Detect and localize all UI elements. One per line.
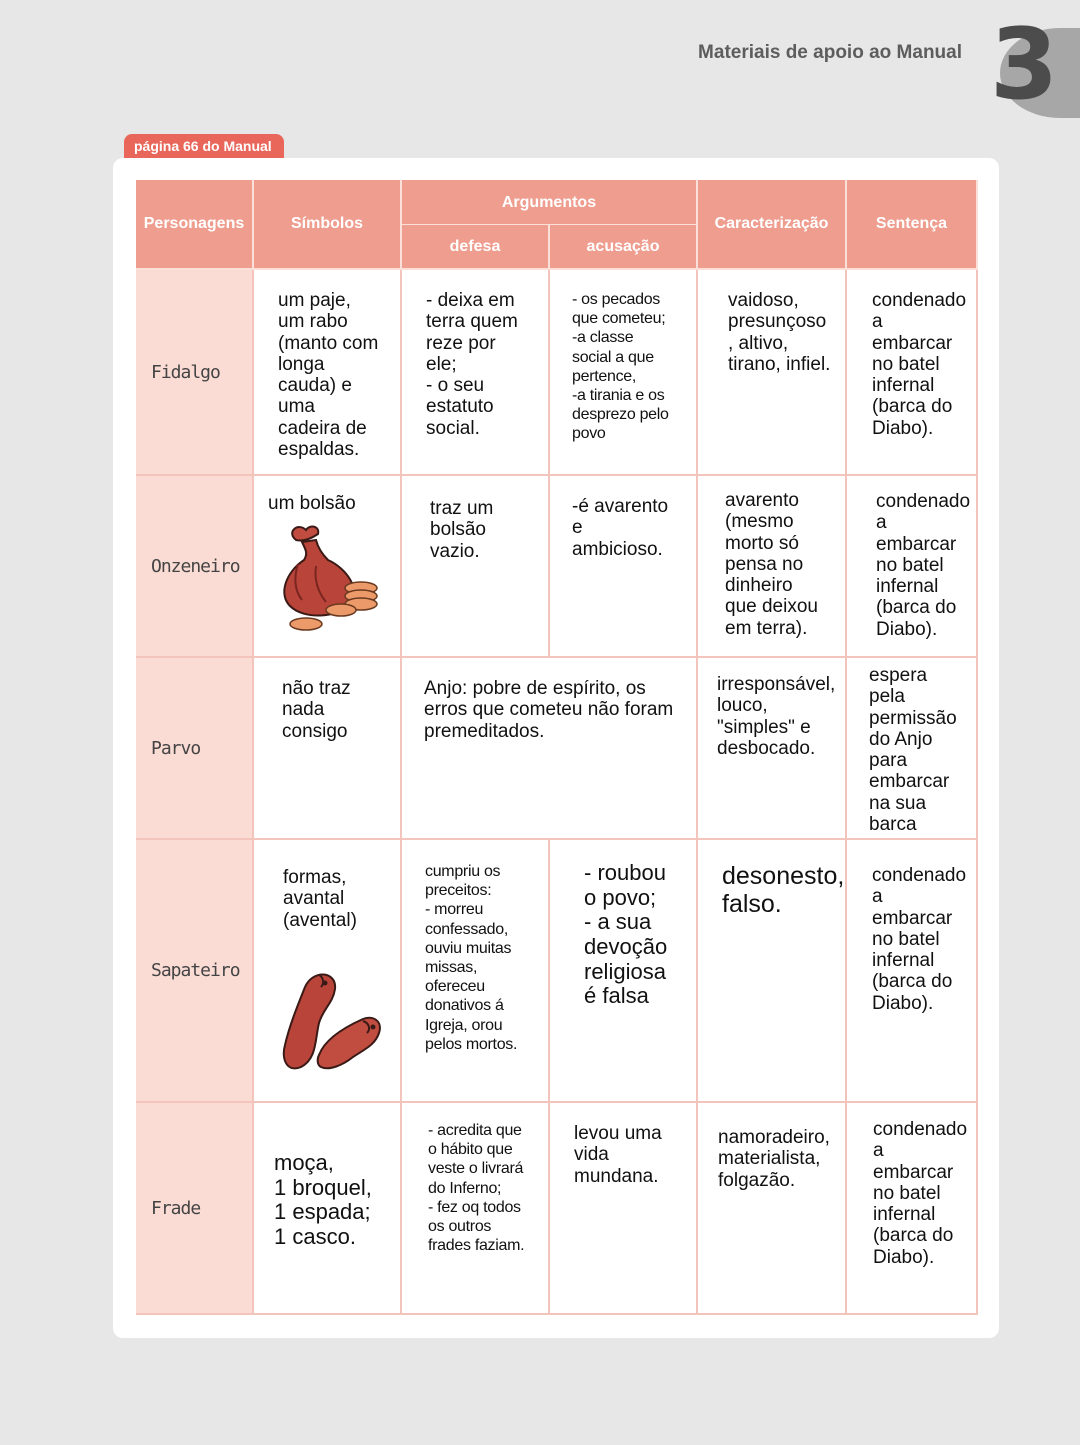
text-frade-caracterizacao: namoradeiro, materialista, folgazão. — [718, 1127, 830, 1191]
cell-onzeneiro-simbolos — [254, 476, 402, 658]
text-frade-simbolos: moça, 1 broquel, 1 espada; 1 casco. — [274, 1150, 372, 1249]
characters-table — [136, 180, 978, 1315]
text-onzeneiro-caracterizacao: avarento (mesmo morto só pensa no dinheiro que deixou em terra). — [725, 490, 818, 639]
cell-fidalgo-defesa — [402, 270, 550, 476]
text-onzeneiro-sentenca: condenado a embarcar no batel infernal (barca do Diabo). — [876, 491, 971, 640]
cell-parvo-caracterizacao — [698, 658, 847, 840]
cell-onzeneiro-defesa — [402, 476, 550, 658]
text-fidalgo-sentenca: condenado a embarcar no batel infernal (barca do Diabo). — [872, 290, 967, 439]
cell-onzeneiro-caracterizacao — [698, 476, 847, 658]
cell-fidalgo-caracterizacao — [698, 270, 847, 476]
cell-onzeneiro-acusacao — [550, 476, 698, 658]
text-sapateiro-caracterizacao: desonesto, falso. — [722, 862, 845, 918]
cell-sapateiro-defesa — [402, 840, 550, 1103]
text-onzeneiro-simbolos: um bolsão — [268, 493, 356, 514]
row-label-onzeneiro: Onzeneiro — [136, 476, 254, 658]
text-sapateiro-acusacao: - roubou o povo; - a sua devoção religiosa é falsa — [584, 860, 668, 1009]
cell-sapateiro-simbolos — [254, 840, 402, 1103]
row-label-frade: Frade — [136, 1103, 254, 1315]
cell-frade-defesa — [402, 1103, 550, 1315]
text-sapateiro-sentenca: condenado a embarcar no batel infernal (barca do Diabo). — [872, 865, 967, 1014]
header-defesa: defesa — [402, 225, 550, 270]
text-sapateiro-simbolos: formas, avantal (avental) — [283, 867, 357, 931]
text-fidalgo-defesa: - deixa em terra quem reze por ele; - o seu estatuto social. — [426, 290, 518, 439]
cell-frade-caracterizacao — [698, 1103, 847, 1315]
header-caracterizacao: Caracterização — [698, 180, 847, 270]
text-parvo-argumentos: Anjo: pobre de espírito, os erros que cometeu não foram premeditados. — [424, 678, 674, 742]
text-parvo-simbolos: não traz nada consigo — [282, 678, 351, 742]
text-onzeneiro-acusacao: -é avarento e ambicioso. — [572, 496, 669, 560]
cell-frade-acusacao — [550, 1103, 698, 1315]
cell-sapateiro-caracterizacao — [698, 840, 847, 1103]
text-onzeneiro-defesa: traz um bolsão vazio. — [430, 498, 494, 562]
text-sapateiro-defesa: cumpriu os preceitos: - morreu confessado, ouviu muitas missas, ofereceu donativos á Igreja, orou pelos mortos. — [425, 863, 518, 1053]
shoe-forms-icon — [279, 967, 389, 1082]
cell-parvo-simbolos — [254, 658, 402, 840]
text-parvo-caracterizacao: irresponsável, louco, "simples" e desbocado. — [717, 674, 836, 759]
text-frade-defesa: - acredita que o hábito que veste o livrará do Inferno; - fez oq todos os outros frades faziam. — [428, 1122, 525, 1255]
text-parvo-sentenca: espera pela permissão do Anjo para embarcar na sua barca — [869, 665, 957, 835]
header-personagens: Personagens — [136, 180, 254, 270]
cell-onzeneiro-sentenca — [847, 476, 978, 658]
cell-sapateiro-sentenca — [847, 840, 978, 1103]
chapter-number: 3 — [990, 8, 1059, 122]
money-bag-icon — [276, 520, 391, 635]
header-simbolos: Símbolos — [254, 180, 402, 270]
row-label-sapateiro: Sapateiro — [136, 840, 254, 1103]
text-frade-sentenca: condenado a embarcar no batel infernal (barca do Diabo). — [873, 1119, 968, 1268]
cell-fidalgo-acusacao — [550, 270, 698, 476]
cell-sapateiro-acusacao — [550, 840, 698, 1103]
cell-frade-sentenca — [847, 1103, 978, 1315]
text-fidalgo-caracterizacao: vaidoso, presunçoso , altivo, tirano, infiel. — [728, 290, 831, 375]
cell-parvo-sentenca — [847, 658, 978, 840]
page-header-title: Materiais de apoio ao Manual — [698, 42, 962, 63]
header-acusacao: acusação — [550, 225, 698, 270]
page-reference-tab: página 66 do Manual — [124, 134, 284, 159]
header-sentenca: Sentença — [847, 180, 978, 270]
cell-parvo-argumentos — [402, 658, 698, 840]
row-label-parvo: Parvo — [136, 658, 254, 840]
row-label-fidalgo: Fidalgo — [136, 270, 254, 476]
text-frade-acusacao: levou uma vida mundana. — [574, 1123, 662, 1187]
cell-fidalgo-sentenca — [847, 270, 978, 476]
text-fidalgo-simbolos: um paje, um rabo (manto com longa cauda) e uma cadeira de espaldas. — [278, 290, 379, 460]
header-argumentos: Argumentos — [402, 180, 698, 225]
cell-frade-simbolos — [254, 1103, 402, 1315]
cell-fidalgo-simbolos — [254, 270, 402, 476]
text-fidalgo-acusacao: - os pecados que cometeu; -a classe social a que pertence, -a tirania e os desprezo pelo povo — [572, 291, 669, 443]
